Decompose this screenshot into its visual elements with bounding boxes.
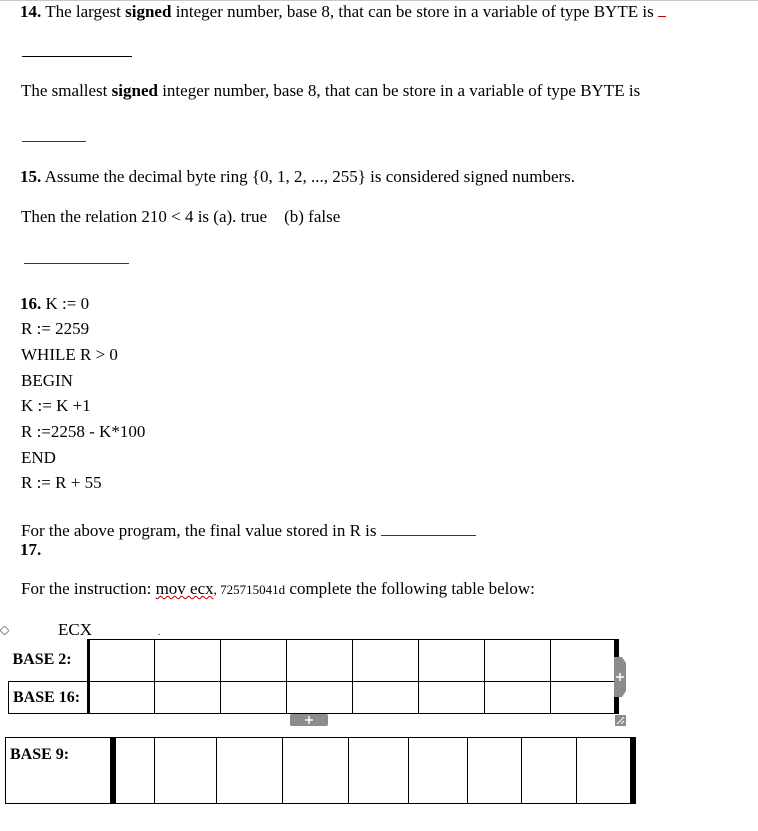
table-row-base9: [6, 738, 633, 804]
table-row-base2: [9, 640, 617, 682]
q15-blank-line[interactable]: [24, 245, 129, 264]
q17-number: [20, 540, 41, 560]
table-row-base16: [9, 682, 617, 714]
base9-cell-9[interactable]: [577, 738, 633, 804]
table-move-handle-icon[interactable]: [0, 626, 9, 635]
q15-number: 15.: [20, 167, 42, 186]
q16-code-0: K := 0: [45, 294, 90, 313]
add-row-icon[interactable]: [290, 714, 328, 726]
q16-code-1: R := 2259: [21, 319, 90, 338]
base9-cell-7[interactable]: [468, 738, 522, 804]
q16-line-0: [20, 294, 89, 314]
base9-label: BASE 9:: [6, 738, 113, 804]
q16-question: [21, 517, 476, 541]
q17-instruction-pre: For the instruction:: [21, 579, 152, 598]
q16-code-7: R := R + 55: [21, 473, 102, 492]
q17-instruction-value: , 725715041d: [213, 582, 286, 597]
q15-line1: [20, 167, 575, 187]
base9-cell-2[interactable]: [155, 738, 217, 804]
q14-line2: [21, 81, 640, 101]
base2-label: BASE 2:: [9, 640, 89, 682]
q14-answer-blank-1[interactable]: [22, 38, 132, 62]
base9-cell-4[interactable]: [283, 738, 349, 804]
q17-instruction-code: mov ecx: [155, 579, 214, 598]
base16-cell-8[interactable]: [551, 682, 617, 714]
q14-line1-bold: signed: [125, 2, 172, 21]
q14-line2-bold: signed: [111, 81, 158, 100]
base2-cell-2[interactable]: [155, 640, 221, 682]
base9-cell-8[interactable]: [522, 738, 577, 804]
q14-line2-post: integer number, base 8, that can be store in a variable of type BYTE is: [162, 81, 641, 100]
base9-cell-1[interactable]: [113, 738, 155, 804]
base16-cell-3[interactable]: [221, 682, 287, 714]
q16-answer-blank[interactable]: [381, 517, 476, 536]
q17-number-text: 17.: [20, 540, 42, 559]
base9-cell-6[interactable]: [409, 738, 468, 804]
q14-answer-blank-2[interactable]: [22, 123, 86, 147]
q16-code-5: R :=2258 - K*100: [21, 422, 146, 441]
q14-line1-pre: The largest: [45, 2, 121, 21]
base16-cell-2[interactable]: [155, 682, 221, 714]
add-column-icon[interactable]: [614, 657, 626, 697]
q14-line2-pre: The smallest: [21, 81, 108, 100]
ecx-caption: ECX: [58, 620, 92, 639]
base16-cell-1[interactable]: [89, 682, 155, 714]
table-resize-icon[interactable]: [615, 715, 626, 726]
q14-blank-line-1[interactable]: [22, 38, 132, 57]
q15-line2: Then the relation 210 < 4 is (a). true (b) false: [21, 207, 341, 226]
base2-cell-7[interactable]: [485, 640, 551, 682]
base16-cell-7[interactable]: [485, 682, 551, 714]
base2-cell-5[interactable]: [353, 640, 419, 682]
base2-cell-6[interactable]: [419, 640, 485, 682]
cursor-dot: .: [158, 627, 161, 637]
q14-line1: [20, 2, 666, 22]
q16-code-2: WHILE R > 0: [21, 345, 118, 364]
q15-line1-text: Assume the decimal byte ring {0, 1, 2, ..., 255} is considered signed numbers.: [44, 167, 576, 186]
q14-blank-line-2[interactable]: [22, 123, 86, 142]
q16-number: 16.: [20, 294, 42, 313]
base16-cell-6[interactable]: [419, 682, 485, 714]
base2-cell-4[interactable]: [287, 640, 353, 682]
q14-answer-blank-1-start[interactable]: [658, 16, 666, 17]
base2-cell-8[interactable]: [551, 640, 617, 682]
base9-cell-3[interactable]: [217, 738, 283, 804]
ecx-table-top: [8, 639, 619, 714]
q16-code-4: K := K +1: [21, 396, 91, 415]
q14-line1-post: integer number, base 8, that can be store in a variable of type BYTE is: [175, 2, 654, 21]
q16-code-3: BEGIN: [21, 371, 73, 390]
q16-question-text: For the above program, the final value stored in R is: [21, 521, 377, 540]
q17-instruction-post: complete the following table below:: [289, 579, 535, 598]
ecx-table-bottom: [5, 737, 636, 804]
q14-number: 14.: [20, 2, 42, 21]
q17-instruction: [21, 579, 535, 600]
base2-cell-1[interactable]: [89, 640, 155, 682]
base9-cell-5[interactable]: [349, 738, 409, 804]
page-top-border: [0, 0, 758, 1]
base2-cell-3[interactable]: [221, 640, 287, 682]
base16-label: BASE 16:: [9, 682, 89, 714]
base16-cell-5[interactable]: [353, 682, 419, 714]
q16-code-6: END: [21, 448, 56, 467]
q15-answer-blank[interactable]: [24, 245, 129, 269]
base16-cell-4[interactable]: [287, 682, 353, 714]
